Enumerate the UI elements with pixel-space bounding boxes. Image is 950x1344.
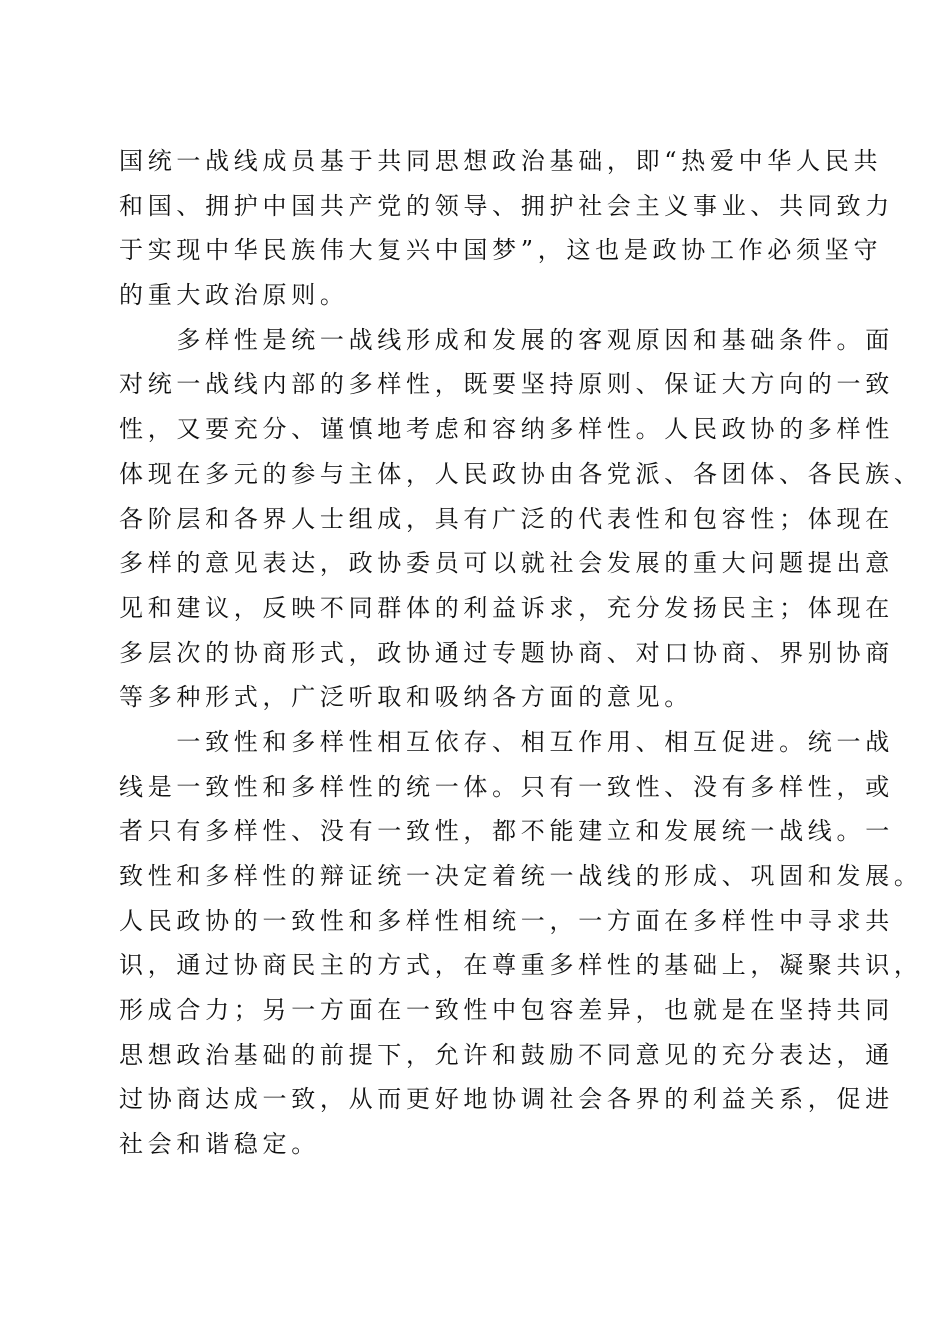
text-line: 见和建议，反映不同群体的利益诉求，充分发扬民主；体现在 xyxy=(119,593,894,622)
paragraph-1 xyxy=(119,139,894,318)
text-line: 各阶层和各界人士组成，具有广泛的代表性和包容性；体现在 xyxy=(119,504,894,533)
text-line: 和国、拥护中国共产党的领导、拥护社会主义事业、共同致力 xyxy=(119,191,894,220)
text-line: 体现在多元的参与主体，人民政协由各党派、各团体、各民族、 xyxy=(119,459,923,488)
text-line: 对统一战线内部的多样性，既要坚持原则、保证大方向的一致 xyxy=(119,370,894,399)
text-line: 过协商达成一致，从而更好地协调社会各界的利益关系，促进 xyxy=(119,1085,894,1114)
text-line: 形成合力；另一方面在一致性中包容差异，也就是在坚持共同 xyxy=(119,996,894,1025)
text-line: 国统一战线成员基于共同思想政治基础，即“热爱中华人民共 xyxy=(119,147,883,175)
text-line: 社会和谐稳定。 xyxy=(119,1130,320,1159)
text-line: 人民政协的一致性和多样性相统一，一方面在多样性中寻求共 xyxy=(119,906,894,935)
text-line: 的重大政治原则。 xyxy=(119,281,349,310)
text-line: 于实现中华民族伟大复兴中国梦”，这也是政协工作必须坚守 xyxy=(119,236,883,265)
text-line: 线是一致性和多样性的统一体。只有一致性、没有多样性，或 xyxy=(119,772,894,801)
text-line: 一致性和多样性相互依存、相互作用、相互促进。统一战 xyxy=(119,727,894,756)
text-line: 性，又要充分、谨慎地考虑和容纳多样性。人民政协的多样性 xyxy=(119,415,894,444)
text-line: 多层次的协商形式，政协通过专题协商、对口协商、界别协商 xyxy=(119,638,894,667)
paragraph-3 xyxy=(119,720,923,1167)
text-line: 多样的意见表达，政协委员可以就社会发展的重大问题提出意 xyxy=(119,549,894,578)
text-line: 识，通过协商民主的方式，在尊重多样性的基础上，凝聚共识， xyxy=(119,951,923,980)
paragraph-2 xyxy=(119,318,923,720)
text-line: 多样性是统一战线形成和发展的客观原因和基础条件。面 xyxy=(119,325,894,354)
text-line: 思想政治基础的前提下，允许和鼓励不同意见的充分表达，通 xyxy=(119,1040,894,1069)
text-line: 等多种形式，广泛听取和吸纳各方面的意见。 xyxy=(119,683,693,712)
document-body xyxy=(119,139,923,1167)
text-line: 致性和多样性的辩证统一决定着统一战线的形成、巩固和发展。 xyxy=(119,862,923,890)
text-line: 者只有多样性、没有一致性，都不能建立和发展统一战线。一 xyxy=(119,817,894,846)
